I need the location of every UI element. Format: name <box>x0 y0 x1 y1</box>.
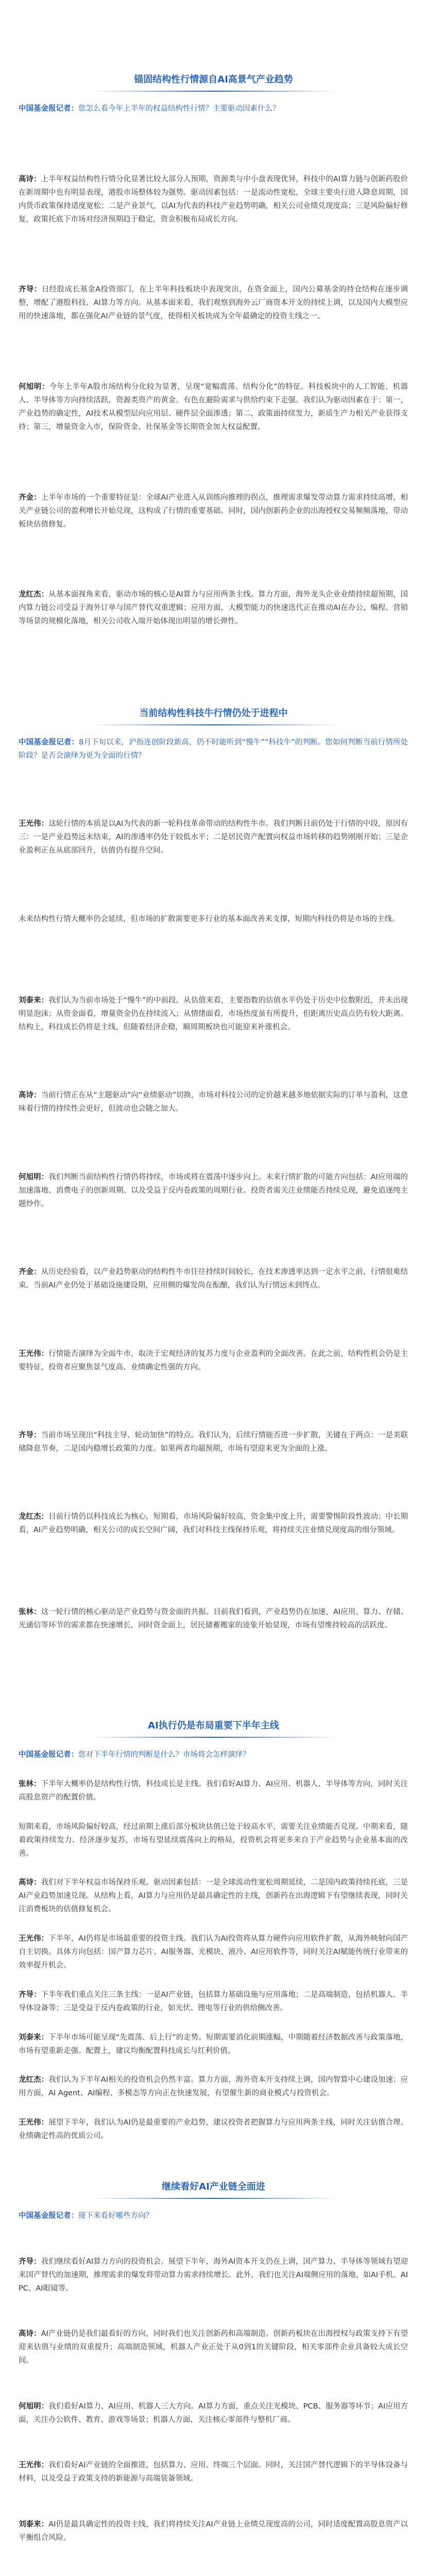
paragraph-text: 短期来看，市场风险偏好较高，经过前期上涨后部分板块估值已处于较高水平，需要关注业绩能否兑现。中期来看，随着政策持续发力、经济逐步复苏，市场有望延续震荡向上的格局，投资机会将更多来自于产业趋势与企业基本面的改善。 <box>19 1823 408 1858</box>
paragraph-text: 我们认为当前市场处于“慢牛”的中前段。从估值来看，主要指数的估值水平仍处于历史中位数附近，并未出现明显泡沫；从资金面看，增量资金仍在持续流入；从情绪面看，市场热度虽有所提升，但距离历史高点仍有较大距离。结构上，科技成长仍将是主线，但随着经济企稳，顺周期板块也可能迎来补涨机会。 <box>19 996 408 1031</box>
speaker-name: 齐金： <box>19 494 41 502</box>
paragraph-text: 我们看好AI产业链的全面推进，包括算力、应用、终端三个层面。同时，关注国产替代逻辑下的半导体设备与材料，以及受益于政策支持的新能源与高端装备领域。 <box>19 2461 408 2483</box>
section-heading <box>0 1718 427 1738</box>
interview-answer <box>19 1820 408 1860</box>
section-heading-underline <box>90 724 337 725</box>
interview-answer <box>19 380 408 434</box>
interview-answer <box>19 2116 408 2143</box>
interview-answer <box>19 1265 408 1292</box>
speaker-name: 齐金： <box>19 1268 41 1276</box>
section-heading-text: 继续看好AI产业链全面进 <box>162 2181 265 2192</box>
paragraph-text: 您怎么看今年上半年的权益结构性行情？主要驱动因素什么？ <box>78 105 280 113</box>
paragraph-text: 目前行情仍以科技成长为核心，短期看，市场风险偏好较高，资金集中度上升，需要警惕阶段性波动；中长期看，AI产业趋势明确，相关公司的成长空间广阔，我们对科技主线保持乐观，将持续关注业绩兑现度高的细分领域。 <box>19 1513 408 1534</box>
interview-answer <box>19 1777 408 1804</box>
speaker-name: 齐导： <box>19 1991 41 1999</box>
paragraph-text: 8月下旬以来，沪指连创阶段新高，仍不时能听到“慢牛”“科技牛”的判断。您如何判断当前行情所处阶段？是否会演绎为更为全面的行情？ <box>19 738 408 760</box>
paragraph-text: 当前市场呈现出“科技主导、轮动加快”的特点。我们认为，后续行情能否进一步扩散，关键在于两点：一是美联储降息节奏，二是国内稳增长政策的力度。如果两者均超预期，市场有望迎来更为全面的上涨。 <box>19 1431 408 1453</box>
interview-answer <box>19 1988 408 2015</box>
interview-answer <box>19 2459 408 2485</box>
paragraph-text: 接下来看好哪些方向？ <box>78 2212 153 2220</box>
paragraph-text: AI产业链仍是我们最看好的方向，同时我们也关注创新药和高端制造。创新药板块在出海授权与政策支持下有望迎来估值与业绩的双重提升；高端制造领域，机器人产业正处于从0到1的关键阶段，相关零部件企业具备较大成长空间。 <box>19 2330 408 2365</box>
speaker-name: 刘泰来： <box>19 2520 49 2529</box>
interview-answer <box>19 283 408 323</box>
interview-answer <box>19 2255 408 2295</box>
paragraph-text: 下半年，AI仍将是市场最重要的投资主线。我们认为AI投资将从算力硬件向应用软件扩散，从海外映射向国产自主切换。具体方向包括：国产算力芯片、AI服务器、光模块、液冷、AI应用软件等，同时关注AI赋能传统行业带来的效率提升机会。 <box>19 1935 408 1970</box>
speaker-name: 中国基金报记者： <box>19 738 79 747</box>
paragraph-text: 下半年我们重点关注三条主线：一是AI产业链，包括算力基础设施与应用落地；二是高端制造，包括机器人、半导体设备等；三是受益于反内卷政策的行业，如光伏、锂电等行业的供给侧改善。 <box>19 1991 408 2012</box>
section-heading <box>0 72 427 92</box>
interview-answer <box>19 491 408 531</box>
interview-answer <box>19 2073 408 2100</box>
speaker-name: 高诗： <box>19 175 41 183</box>
speaker-name: 龙红杰： <box>19 2076 49 2084</box>
paragraph-text: 展望下半年，我们认为AI仍是最重要的产业趋势，建议投资者把握算力与应用两条主线，同时关注估值合理、业绩确定性高的优质公司。 <box>19 2119 408 2140</box>
speaker-name: 齐导： <box>19 1431 41 1439</box>
speaker-name: 高诗： <box>19 2330 41 2338</box>
speaker-name: 何旭明： <box>19 1173 49 1181</box>
paragraph-text: AI仍是最具确定性的投资主线，我们将持续关注AI产业链上业绩兑现度高的公司，同时适度配置高股息资产以平衡组合风险。 <box>19 2520 408 2542</box>
paragraph-text: 我们继续看好AI算力方向的投资机会。展望下半年，海外AI资本开支仍在上调，国产算力、半导体等领域有望迎来国产替代的加速期，推理需求的爆发将带动算力需求持续增长。此外，我们也关注AI端侧应用的落地，如AI手机、AI PC、AI眼镜等。 <box>19 2258 408 2293</box>
paragraph-text: 我们对下半年权益市场保持乐观。驱动因素包括：一是全球流动性宽松周期延续，二是国内政策持续托底，三是AI产业趋势加速兑现。从结构上看，AI算力与应用仍是最具确定性的主线，创新药在出海逻辑下有望继续表现，同时关注消费板块的估值修复机会。 <box>19 1878 408 1913</box>
speaker-name: 刘泰来： <box>19 996 49 1005</box>
speaker-name: 中国基金报记者： <box>19 2212 78 2220</box>
interview-answer <box>19 912 408 926</box>
section-heading <box>0 706 427 725</box>
paragraph-text: 下半年大概率仍是结构性行情，科技成长是主线。我们看好AI算力、AI应用、机器人、半导体等方向，同时关注高股息资产的配置价值。 <box>19 1780 408 1802</box>
interview-question <box>19 2209 408 2223</box>
interview-answer <box>19 1429 408 1455</box>
section-heading-underline <box>90 2198 337 2199</box>
section-heading-underline <box>90 1737 337 1738</box>
paragraph-text: 我们看好AI算力、AI应用、机器人三大方向。AI算力方面，重点关注光模块、PCB、服务器等环节；AI应用方面，关注办公软件、教育、游戏等场景；机器人方面，关注核心零部件与整机厂商。 <box>19 2402 408 2424</box>
interview-answer <box>19 588 408 628</box>
speaker-name: 中国基金报记者： <box>19 105 78 113</box>
paragraph-text: 这一轮行情的核心驱动是产业趋势与资金面的共振。目前我们看到，产业趋势仍在加速，AI应用、算力、存储、光通信等环节的需求都在快速增长，同时资金面上，居民储蓄搬家的迹象开始显现，市场有望维持较高的活跃度。 <box>19 1608 408 1630</box>
paragraph-text: 行情能否演绎为全面牛市，取决于宏观经济的复苏力度与企业盈利的全面改善。在此之前，结构性机会仍是主要特征，投资者应聚焦景气度高、业绩确定性强的方向。 <box>19 1350 408 1371</box>
speaker-name: 王光伟： <box>19 820 49 828</box>
interview-answer <box>19 1510 408 1537</box>
speaker-name: 高诗： <box>19 1091 41 1099</box>
interview-question <box>19 736 408 762</box>
interview-answer <box>19 1089 408 1115</box>
interview-answer <box>19 817 408 857</box>
speaker-name: 齐导： <box>19 2258 41 2266</box>
interview-answer <box>19 1876 408 1916</box>
speaker-name: 张林： <box>19 1780 41 1788</box>
speaker-name: 中国基金报记者： <box>19 1751 78 1759</box>
speaker-name: 王光伟： <box>19 2461 49 2469</box>
paragraph-text: 您对下半年行情的判断是什么？市场将会怎样演绎？ <box>78 1751 250 1759</box>
paragraph-text: 当前行情正在从“主题驱动”向“业绩驱动”切换，市场对科技公司的定价越来越多地依据实际的订单与盈利，这意味着行情的持续性会更好，但波动也会随之加大。 <box>19 1091 408 1113</box>
speaker-name: 王光伟： <box>19 2119 49 2127</box>
paragraph-text: 今年上半年A股市场结构分化较为显著，呈现“宽幅震荡、结构分化”的特征。科技板块中的人工智能、机器人、半导体等方向持续活跃，资源类资产的黄金、有色在避险需求与供给约束下走强。我们认为驱动因素在于：第一，产业趋势的确定性，AI技术从模型层向应用层、硬件层全面渗透；第二，政策面持续发力，新质生产力相关产业获得支持；第三，增量资金入市，保险资金、社保基金等长期资金加大权益配置。 <box>19 383 408 431</box>
paragraph-text: 上半年权益结构性行情分化显著比较大部分人预期，资源类与中小盘表现优异，科技中的AI算力链与创新药股价在新周期中也有明显表现，港股市场整体较为强势。驱动因素包括：一是流动性宽松，全球主要央行进入降息周期，国内货币政策保持适度宽松；二是产业景气，以AI为代表的科技产业趋势明确，相关公司业绩兑现度高；三是风险偏好修复，政策托底下市场对经济预期趋于稳定，资金积极布局成长方向。 <box>19 175 408 224</box>
paragraph-text: 从历史经验看，以产业趋势驱动的结构性牛市往往持续时间较长，在技术渗透率达到一定水平之前，行情很难结束。当前AI产业仍处于基础设施建设期，应用侧的爆发尚在酝酿，我们认为行情远未到终点。 <box>19 1268 408 1290</box>
speaker-name: 高诗： <box>19 1878 41 1887</box>
section-heading-underline <box>90 91 337 92</box>
interview-question <box>19 102 408 115</box>
interview-answer <box>19 173 408 226</box>
paragraph-text: 我们认为下半年AI相关的投资机会仍然丰富。算力方面，海外资本开支持续上调，国内智算中心建设加速；应用方面，AI Agent、AI编程、多模态等方向正在快速发展，有望催生新的商业模式与投资机会。 <box>19 2076 408 2097</box>
interview-answer <box>19 2400 408 2427</box>
speaker-name: 王光伟： <box>19 1350 49 1358</box>
interview-answer <box>19 1932 408 1972</box>
speaker-name: 齐导： <box>19 285 42 294</box>
speaker-name: 刘泰来： <box>19 2033 49 2042</box>
paragraph-text: 这轮行情的本质是以AI为代表的新一轮科技革命带动的结构性牛市。我们判断目前仍处于行情的中段，原因有三：一是产业趋势远未结束，AI的渗透率仍处于较低水平；二是居民资产配置向权益市场转移的趋势刚刚开始；三是企业盈利正在从底部回升，估值仍有提升空间。 <box>19 820 408 855</box>
interview-answer <box>19 2327 408 2367</box>
section-heading-text: AI执行仍是布局重要下半年主线 <box>148 1720 279 1731</box>
paragraph-text: 未来结构性行情大概率仍会延续，但市场的扩散需要更多行业的基本面改善来支撑，短期内科技仍将是市场的主线。 <box>19 915 400 923</box>
speaker-name: 张林： <box>19 1608 41 1616</box>
paragraph-text: 上半年市场的一个重要特征是：全球AI产业进入从训练向推理的拐点，推理需求爆发带动算力需求持续高增，相关产业链公司的盈利增长开始兑现，这构成了行情的重要基础。同时，国内创新药企业的出海授权交易频频落地，带动板块估值修复。 <box>19 494 408 529</box>
paragraph-text: 日经股成长基金A投资部门，在上半年科技板块中表现突出，在资金面上，国内公募基金的持仓结构在逐步调整，增配了港股科技、AI算力等方向。从基本面来看，我们观察到海外云厂商资本开支的持续上调，以及国内大模型应用的快速落地，都在强化AI产业链的景气度，使得相关板块成为全年最确定的投资主线之一。 <box>19 285 408 320</box>
speaker-name: 何旭明： <box>19 383 49 391</box>
paragraph-text: 从基本面视角来看，驱动市场的核心是AI算力与应用两条主线。算力方面，海外龙头企业业绩持续超预期，国内算力链公司受益于海外订单与国产替代双重逻辑；应用方面，大模型能力的快速迭代正在推动AI在办公、编程、营销等场景的规模化落地，相关公司收入端开始体现出明显的增长弹性。 <box>19 590 408 625</box>
interview-answer <box>19 2031 408 2058</box>
speaker-name: 龙红杰： <box>19 1513 49 1521</box>
paragraph-text: 下半年市场可能呈现“先震荡、后上行”的走势。短期需要消化前期涨幅，中期随着经济数据改善与政策落地，市场有望重新走强。配置上，建议均衡配置科技成长与红利价值。 <box>19 2033 408 2055</box>
interview-answer <box>19 1347 408 1374</box>
interview-answer <box>19 1171 408 1211</box>
interview-answer <box>19 2518 408 2545</box>
section-heading-text: 当前结构性科技牛行情仍处于进程中 <box>139 708 288 719</box>
interview-answer <box>19 994 408 1034</box>
interview-question <box>19 1748 408 1761</box>
speaker-name: 何旭明： <box>19 2402 49 2411</box>
section-heading-text: 锚固结构性行情源自AI高景气产业趋势 <box>134 74 293 85</box>
paragraph-text: 我们判断当前结构性行情仍将持续，市场或将在震荡中逐步向上。未来行情扩散的可能方向包括：AI应用端的加速落地、消费电子的创新周期、以及受益于反内卷政策的周期行业。投资者需关注业绩能否持续兑现，避免追逐纯主题炒作。 <box>19 1173 408 1208</box>
speaker-name: 龙红杰： <box>19 590 49 599</box>
interview-answer <box>19 1605 408 1632</box>
section-heading <box>0 2179 427 2199</box>
speaker-name: 王光伟： <box>19 1935 49 1943</box>
